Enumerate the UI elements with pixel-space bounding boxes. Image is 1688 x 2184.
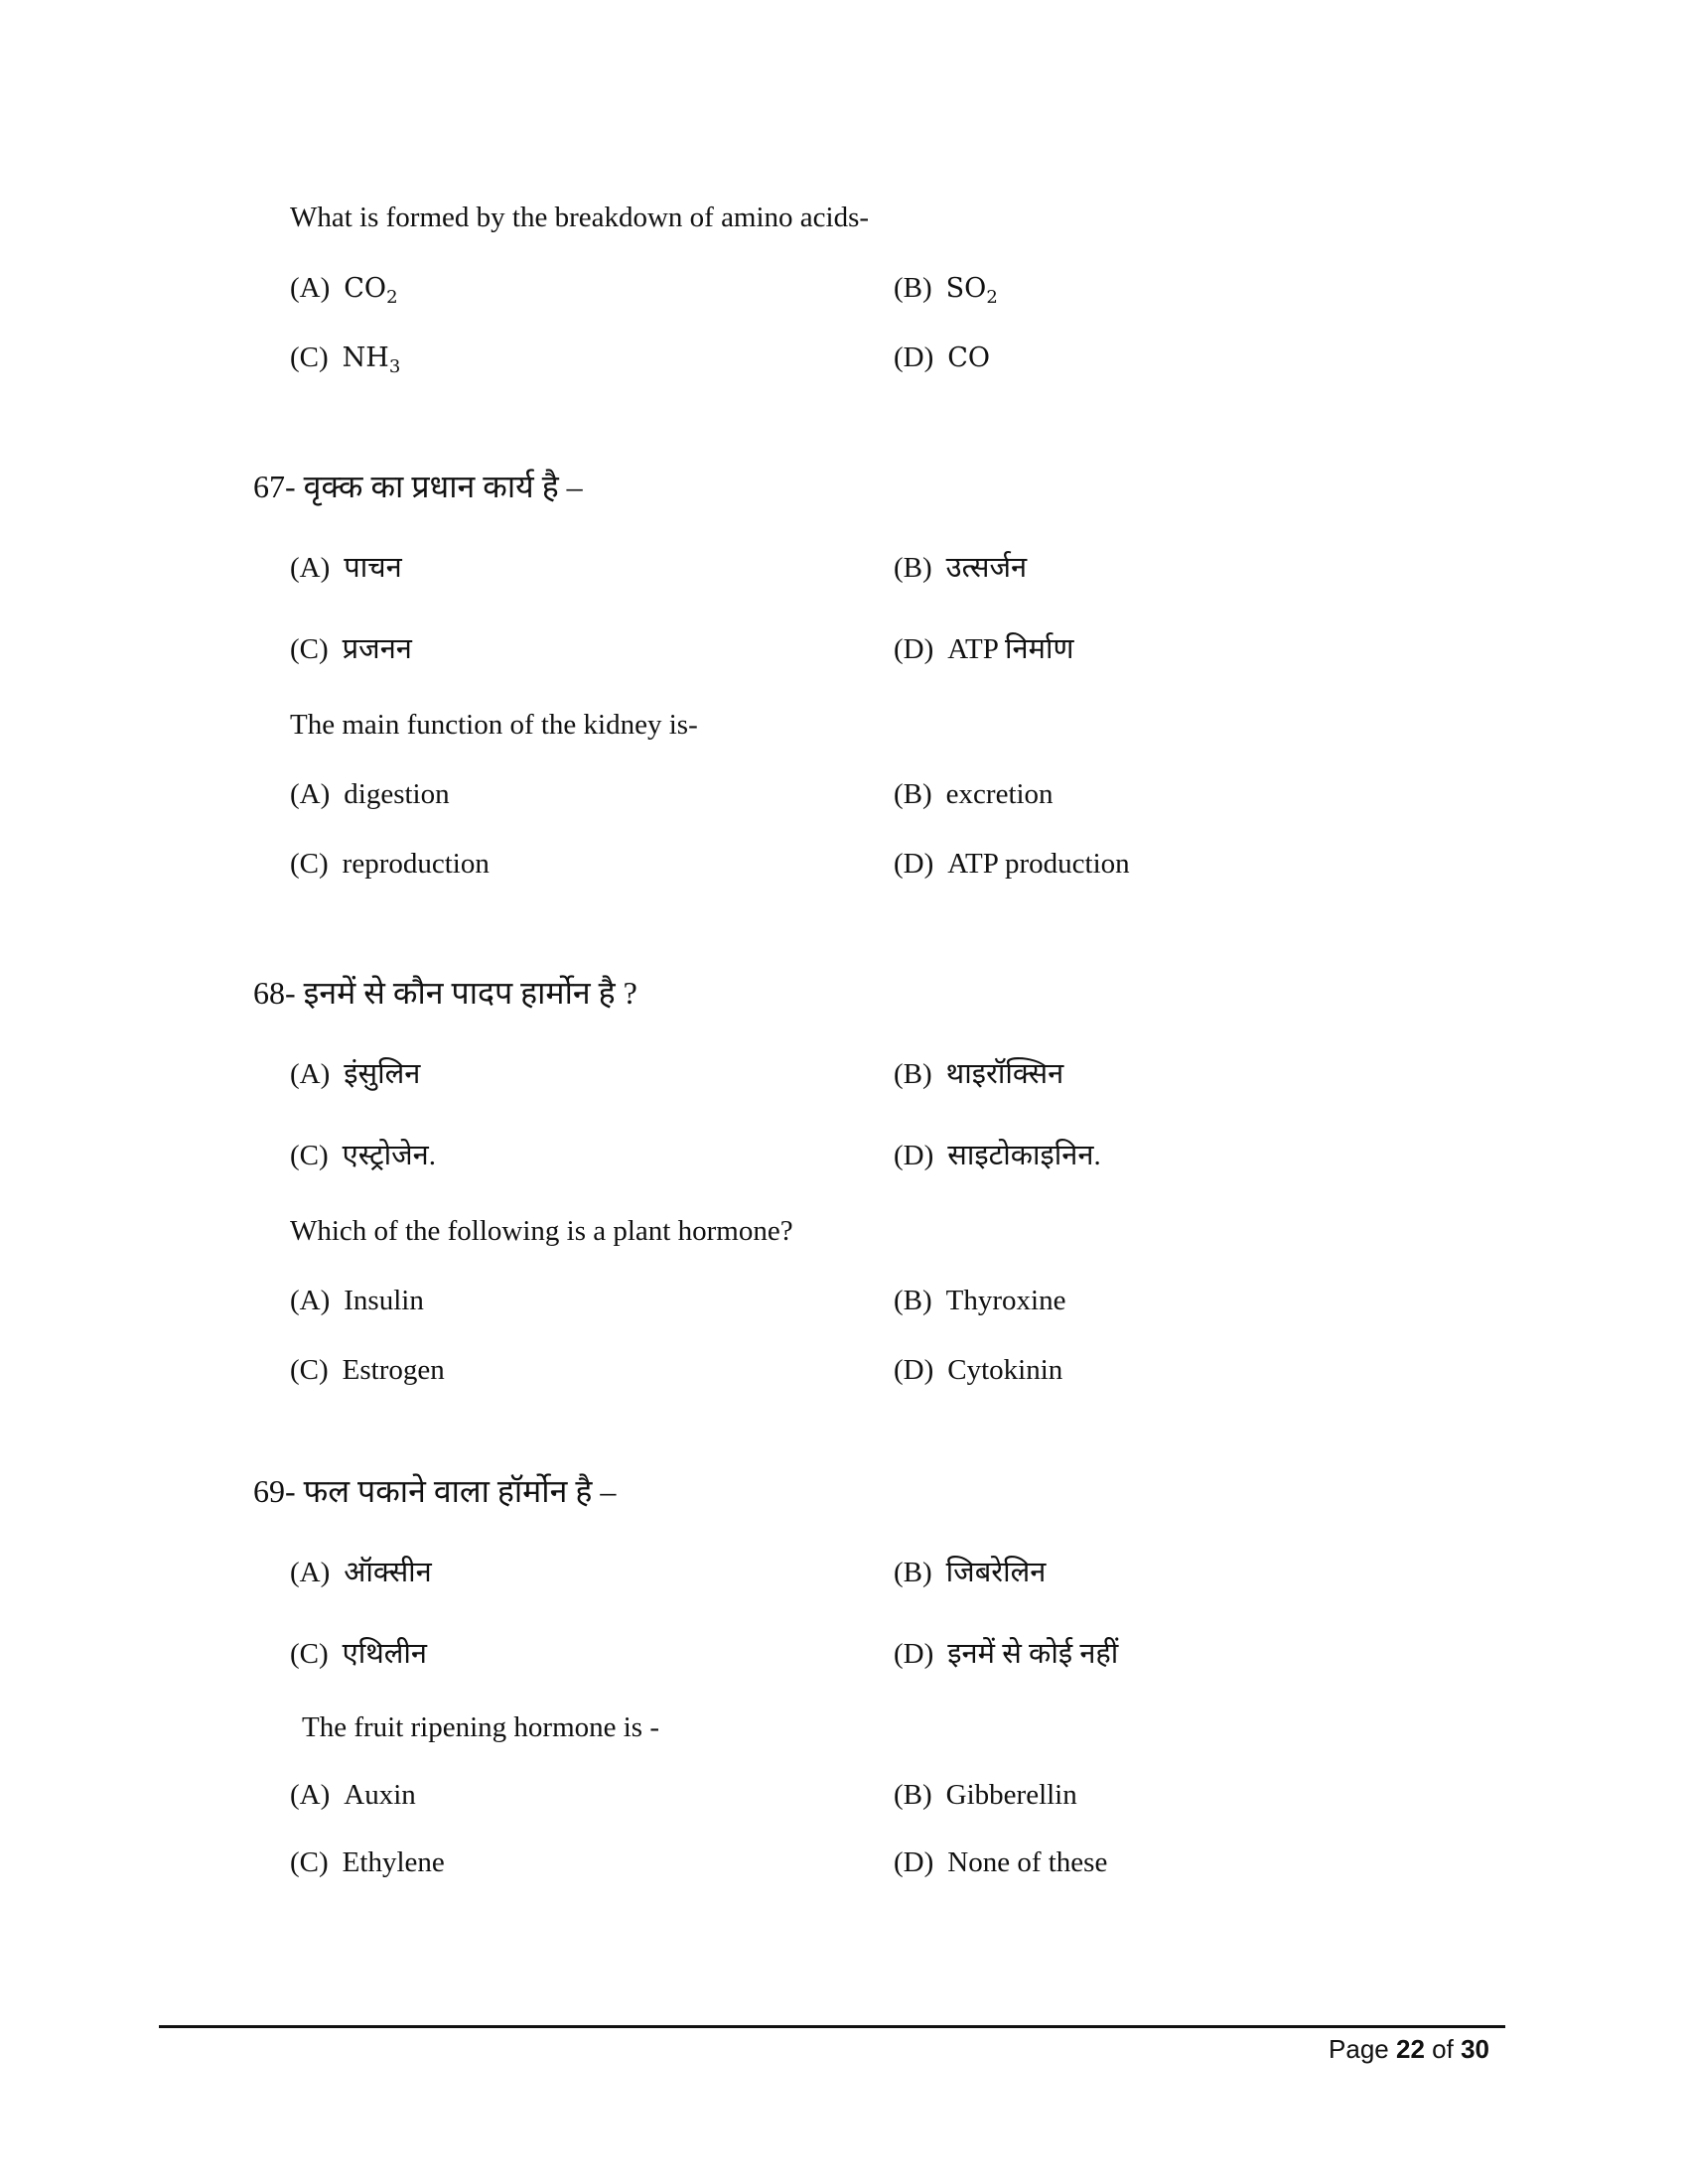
q69-en-option-b (894, 1777, 1077, 1813)
option-label: (D) (894, 341, 934, 373)
option-text: reproduction (342, 848, 490, 880)
page-prefix: Page (1329, 2034, 1389, 2064)
q69-hi-option-d (894, 1636, 1118, 1672)
option-text: जिबरेलिन (945, 1557, 1047, 1588)
option-text: Thyroxine (945, 1285, 1066, 1316)
option-text: प्रजनन (342, 633, 412, 665)
question-68-hindi: 68- इनमें से कौन पादप हार्मोन है ? (253, 975, 637, 1011)
option-label: (A) (290, 778, 331, 810)
option-label: (B) (894, 1557, 932, 1588)
option-text: excretion (945, 778, 1054, 810)
option-text: साइटोकाइनिन. (947, 1140, 1101, 1171)
option-text: थाइरॉक्सिन (945, 1058, 1064, 1090)
option-text: एस्ट्रोजेन. (342, 1140, 436, 1171)
option-text: Cytokinin (947, 1354, 1063, 1386)
option-label: (D) (894, 848, 934, 880)
option-text: उत्सर्जन (945, 552, 1028, 584)
q68-en-option-a (290, 1283, 424, 1318)
option-text: Auxin (344, 1779, 416, 1811)
option-text: इनमें से कोई नहीं (947, 1638, 1119, 1670)
option-label: (B) (894, 1058, 932, 1090)
current-page: 22 (1396, 2034, 1425, 2064)
formula-nh3: $NH_3$ (342, 342, 401, 377)
option-label: (B) (894, 778, 932, 810)
option-label: (D) (894, 1354, 934, 1386)
q68-hi-option-d (894, 1138, 1101, 1173)
q69-en-option-c (290, 1844, 445, 1880)
total-pages: 30 (1461, 2034, 1489, 2064)
option-text: एथिलीन (342, 1638, 428, 1670)
option-label: (D) (894, 1638, 934, 1670)
q67-en-option-a (290, 776, 450, 812)
q69-en-option-a (290, 1777, 416, 1813)
q66-option-c (290, 340, 400, 376)
page-of: of (1432, 2034, 1454, 2064)
formula-so2: $SO_2$ (945, 273, 998, 308)
option-label: (C) (290, 1846, 329, 1878)
formula-co2: $CO_2$ (344, 273, 398, 308)
option-text: इंसुलिन (344, 1058, 421, 1090)
q66-option-d (894, 340, 990, 376)
option-text: ATP निर्माण (947, 633, 1074, 665)
option-label: (A) (290, 1285, 331, 1316)
option-label: (D) (894, 633, 934, 665)
q67-hi-option-b (894, 550, 1027, 586)
option-text: ऑक्सीन (344, 1557, 432, 1588)
question-68-english: Which of the following is a plant hormone? (290, 1215, 793, 1247)
question-69-english: The fruit ripening hormone is - (302, 1711, 659, 1743)
option-label: (D) (894, 1140, 934, 1171)
option-text: Gibberellin (945, 1779, 1077, 1811)
option-text: Estrogen (342, 1354, 445, 1386)
q67-en-option-b (894, 776, 1054, 812)
option-label: (B) (894, 272, 932, 304)
q69-en-option-d (894, 1844, 1107, 1880)
question-66-english: What is formed by the breakdown of amino acids- (290, 202, 870, 233)
option-label: (A) (290, 1557, 331, 1588)
q68-hi-option-a (290, 1056, 420, 1092)
option-text: Insulin (344, 1285, 424, 1316)
formula-co: CO (947, 342, 991, 373)
footer-rule (159, 2025, 1505, 2028)
q68-en-option-d (894, 1352, 1062, 1388)
page-number (1329, 2033, 1489, 2065)
q69-hi-option-a (290, 1555, 432, 1590)
question-67-english: The main function of the kidney is- (290, 709, 698, 741)
option-label: (C) (290, 341, 329, 373)
q67-hi-option-d (894, 631, 1073, 667)
option-label: (C) (290, 848, 329, 880)
option-label: (C) (290, 1638, 329, 1670)
q68-en-option-b (894, 1283, 1065, 1318)
question-67-hindi: 67- वृक्क का प्रधान कार्य है – (253, 469, 583, 504)
option-label: (A) (290, 272, 331, 304)
option-label: (A) (290, 1058, 331, 1090)
q67-en-option-d (894, 846, 1130, 882)
q69-hi-option-b (894, 1555, 1046, 1590)
q67-hi-option-a (290, 550, 402, 586)
q66-option-b (894, 270, 998, 307)
option-label: (A) (290, 1779, 331, 1811)
option-text: ATP production (947, 848, 1130, 880)
q68-hi-option-b (894, 1056, 1063, 1092)
q67-en-option-c (290, 846, 490, 882)
option-label: (B) (894, 552, 932, 584)
option-label: (B) (894, 1779, 932, 1811)
q69-hi-option-c (290, 1636, 427, 1672)
option-text: digestion (344, 778, 450, 810)
question-69-hindi: 69- फल पकाने वाला हॉर्मोन है – (253, 1473, 617, 1509)
option-text: Ethylene (342, 1846, 445, 1878)
option-label: (C) (290, 1140, 329, 1171)
option-label: (C) (290, 633, 329, 665)
q67-hi-option-c (290, 631, 412, 667)
q68-hi-option-c (290, 1138, 436, 1173)
q66-option-a (290, 270, 398, 307)
option-text: पाचन (344, 552, 402, 584)
option-label: (D) (894, 1846, 934, 1878)
q68-en-option-c (290, 1352, 445, 1388)
option-text: None of these (947, 1846, 1108, 1878)
option-label: (A) (290, 552, 331, 584)
option-label: (C) (290, 1354, 329, 1386)
option-label: (B) (894, 1285, 932, 1316)
